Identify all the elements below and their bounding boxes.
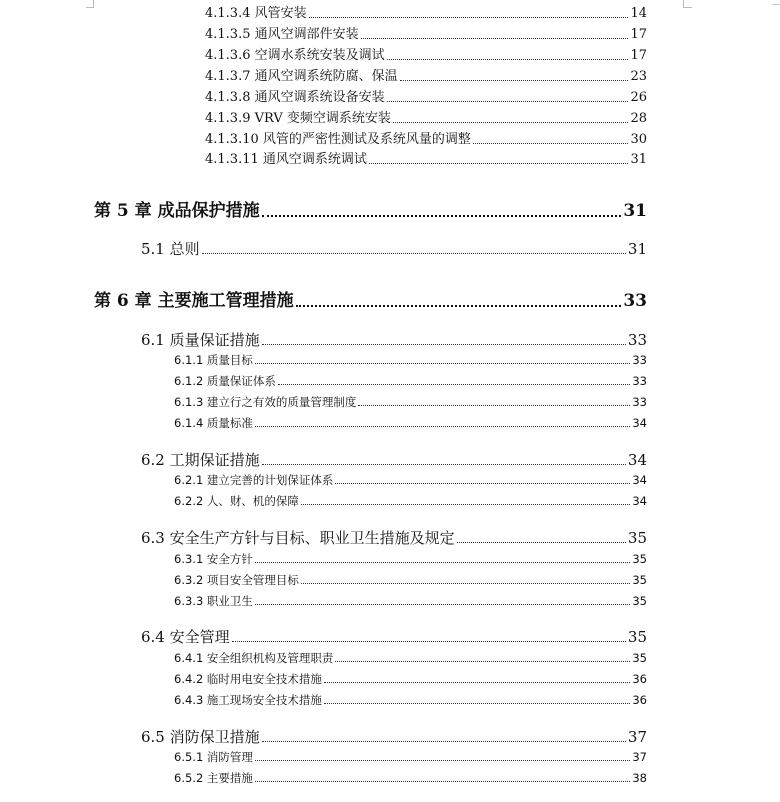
toc-leader-dots bbox=[255, 781, 630, 782]
toc-section-title: 6.4 安全管理 bbox=[141, 628, 230, 646]
toc-leader-dots bbox=[301, 583, 630, 584]
toc-leader-dots bbox=[255, 760, 630, 761]
toc-leader-dots bbox=[262, 215, 622, 217]
toc-entry-page: 34 bbox=[632, 473, 647, 487]
toc-chapter-page: 31 bbox=[623, 201, 647, 221]
toc-section-page: 35 bbox=[627, 529, 647, 547]
toc-entry-title: 6.3.1 安全方针 bbox=[174, 552, 253, 566]
toc-leader-dots bbox=[387, 59, 629, 60]
toc-leader-dots bbox=[335, 483, 630, 484]
toc-section-page: 33 bbox=[627, 331, 647, 349]
toc-entry-page: 38 bbox=[632, 771, 647, 785]
toc-entry-page: 35 bbox=[632, 552, 647, 566]
toc-leader-dots bbox=[387, 101, 629, 102]
toc-entry-6-4-1[interactable] bbox=[174, 651, 647, 665]
toc-leader-dots bbox=[202, 253, 626, 254]
toc-entry-title: 6.2.2 人、财、机的保障 bbox=[174, 494, 299, 508]
toc-section-6-3[interactable] bbox=[141, 529, 647, 547]
toc-entry-6-1-1[interactable] bbox=[174, 353, 647, 367]
margin-corner-mark-right bbox=[683, 0, 684, 8]
toc-leader-dots bbox=[255, 363, 630, 364]
toc-entry-6-1-4[interactable] bbox=[174, 416, 647, 430]
toc-entry-title: 4.1.3.10 风管的严密性测试及系统风量的调整 bbox=[205, 132, 471, 147]
toc-entry-6-2-2[interactable] bbox=[174, 494, 647, 508]
toc-leader-dots bbox=[301, 504, 630, 505]
toc-entry-title: 6.1.4 质量标准 bbox=[174, 416, 253, 430]
toc-leader-dots bbox=[255, 604, 630, 605]
toc-entry-title: 4.1.3.6 空调水系统安装及调试 bbox=[205, 48, 385, 63]
toc-leader-dots bbox=[232, 641, 626, 642]
toc-entry-page: 34 bbox=[632, 494, 647, 508]
toc-section-page: 31 bbox=[627, 240, 647, 258]
toc-entry-title: 6.1.3 建立行之有效的质量管理制度 bbox=[174, 395, 357, 409]
toc-entry-title: 6.4.3 施工现场安全技术措施 bbox=[174, 693, 322, 707]
toc-entry-page: 30 bbox=[630, 132, 647, 147]
toc-entry-title: 4.1.3.7 通风空调系统防腐、保温 bbox=[205, 69, 398, 84]
toc-leader-dots bbox=[324, 682, 630, 683]
toc-entry-page: 36 bbox=[632, 693, 647, 707]
toc-entry-page: 17 bbox=[630, 27, 647, 42]
toc-entry-6-1-3[interactable] bbox=[174, 395, 647, 409]
toc-chapter-page: 33 bbox=[623, 291, 647, 311]
toc-entry-title: 6.2.1 建立完善的计划保证体系 bbox=[174, 473, 334, 487]
toc-entry-title: 6.3.2 项目安全管理目标 bbox=[174, 573, 299, 587]
toc-entry-title: 6.3.3 职业卫生 bbox=[174, 594, 253, 608]
toc-section-page: 37 bbox=[627, 728, 647, 746]
toc-leader-dots bbox=[473, 143, 629, 144]
toc-entry-4-1-3-10[interactable] bbox=[205, 132, 647, 148]
toc-entry-6-2-1[interactable] bbox=[174, 473, 647, 487]
toc-entry-page: 17 bbox=[630, 48, 647, 63]
toc-leader-dots bbox=[358, 405, 630, 406]
toc-entry-title: 6.1.1 质量目标 bbox=[174, 353, 253, 367]
toc-entry-page: 31 bbox=[630, 152, 647, 167]
toc-entry-4-1-3-8[interactable] bbox=[205, 90, 647, 106]
toc-entry-6-5-2[interactable] bbox=[174, 771, 647, 785]
toc-entry-page: 35 bbox=[632, 594, 647, 608]
toc-entry-title: 4.1.3.5 通风空调部件安装 bbox=[205, 27, 359, 42]
toc-entry-title: 6.5.2 主要措施 bbox=[174, 771, 253, 785]
toc-section-title: 6.2 工期保证措施 bbox=[141, 451, 260, 469]
page-edge-mark bbox=[772, 0, 780, 5]
toc-section-5-1[interactable] bbox=[141, 240, 647, 258]
toc-entry-6-4-3[interactable] bbox=[174, 693, 647, 707]
toc-section-title: 5.1 总则 bbox=[141, 240, 200, 258]
toc-entry-title: 6.1.2 质量保证体系 bbox=[174, 374, 276, 388]
toc-entry-4-1-3-9[interactable] bbox=[205, 111, 647, 127]
toc-leader-dots bbox=[324, 703, 630, 704]
toc-entry-title: 6.5.1 消防管理 bbox=[174, 750, 253, 764]
toc-leader-dots bbox=[262, 741, 626, 742]
margin-corner-mark-left bbox=[93, 0, 94, 8]
toc-entry-page: 14 bbox=[630, 6, 647, 21]
toc-leader-dots bbox=[400, 80, 629, 81]
toc-leader-dots bbox=[335, 661, 630, 662]
toc-entry-page: 34 bbox=[632, 416, 647, 430]
toc-entry-4-1-3-11[interactable] bbox=[205, 152, 647, 168]
toc-entry-title: 4.1.3.8 通风空调系统设备安装 bbox=[205, 90, 385, 105]
toc-entry-4-1-3-6[interactable] bbox=[205, 48, 647, 64]
toc-section-6-4[interactable] bbox=[141, 628, 647, 646]
toc-entry-4-1-3-4[interactable] bbox=[205, 6, 647, 22]
toc-leader-dots bbox=[361, 38, 629, 39]
toc-leader-dots bbox=[262, 344, 626, 345]
toc-entry-6-3-3[interactable] bbox=[174, 594, 647, 608]
toc-entry-4-1-3-5[interactable] bbox=[205, 27, 647, 43]
toc-leader-dots bbox=[255, 426, 630, 427]
toc-entry-page: 33 bbox=[632, 395, 647, 409]
toc-entry-page: 28 bbox=[630, 111, 647, 126]
toc-leader-dots bbox=[369, 163, 629, 164]
toc-entry-page: 36 bbox=[632, 672, 647, 686]
toc-section-title: 6.1 质量保证措施 bbox=[141, 331, 260, 349]
toc-entry-page: 26 bbox=[630, 90, 647, 105]
toc-section-6-2[interactable] bbox=[141, 451, 647, 469]
toc-leader-dots bbox=[309, 17, 629, 18]
toc-section-page: 35 bbox=[627, 628, 647, 646]
toc-leader-dots bbox=[255, 562, 630, 563]
toc-entry-title: 6.4.1 安全组织机构及管理职责 bbox=[174, 651, 334, 665]
toc-entry-page: 33 bbox=[632, 374, 647, 388]
toc-leader-dots bbox=[393, 122, 629, 123]
toc-entry-6-4-2[interactable] bbox=[174, 672, 647, 686]
toc-chapter-6[interactable] bbox=[94, 290, 647, 312]
toc-chapter-title: 第 5 章 成品保护措施 bbox=[94, 201, 260, 221]
toc-entry-6-3-1[interactable] bbox=[174, 552, 647, 566]
toc-section-page: 34 bbox=[627, 451, 647, 469]
toc-entry-title: 4.1.3.9 VRV 变频空调系统安装 bbox=[205, 111, 391, 126]
toc-entry-page: 35 bbox=[632, 573, 647, 587]
toc-entry-4-1-3-7[interactable] bbox=[205, 69, 647, 85]
toc-section-title: 6.3 安全生产方针与目标、职业卫生措施及规定 bbox=[141, 529, 455, 547]
toc-entry-6-5-1[interactable] bbox=[174, 750, 647, 764]
toc-entry-title: 4.1.3.11 通风空调系统调试 bbox=[205, 152, 367, 167]
toc-leader-dots bbox=[278, 384, 630, 385]
toc-entry-6-1-2[interactable] bbox=[174, 374, 647, 388]
toc-entry-page: 35 bbox=[632, 651, 647, 665]
toc-leader-dots bbox=[262, 464, 626, 465]
toc-chapter-title: 第 6 章 主要施工管理措施 bbox=[94, 291, 294, 311]
toc-entry-page: 37 bbox=[632, 750, 647, 764]
toc-entry-6-3-2[interactable] bbox=[174, 573, 647, 587]
toc-entry-title: 4.1.3.4 风管安装 bbox=[205, 6, 307, 21]
toc-section-6-1[interactable] bbox=[141, 331, 647, 349]
toc-entry-title: 6.4.2 临时用电安全技术措施 bbox=[174, 672, 322, 686]
toc-chapter-5[interactable] bbox=[94, 200, 647, 222]
toc-leader-dots bbox=[457, 542, 626, 543]
toc-leader-dots bbox=[296, 305, 622, 307]
toc-entry-page: 23 bbox=[630, 69, 647, 84]
toc-section-title: 6.5 消防保卫措施 bbox=[141, 728, 260, 746]
toc-entry-page: 33 bbox=[632, 353, 647, 367]
toc-section-6-5[interactable] bbox=[141, 728, 647, 746]
